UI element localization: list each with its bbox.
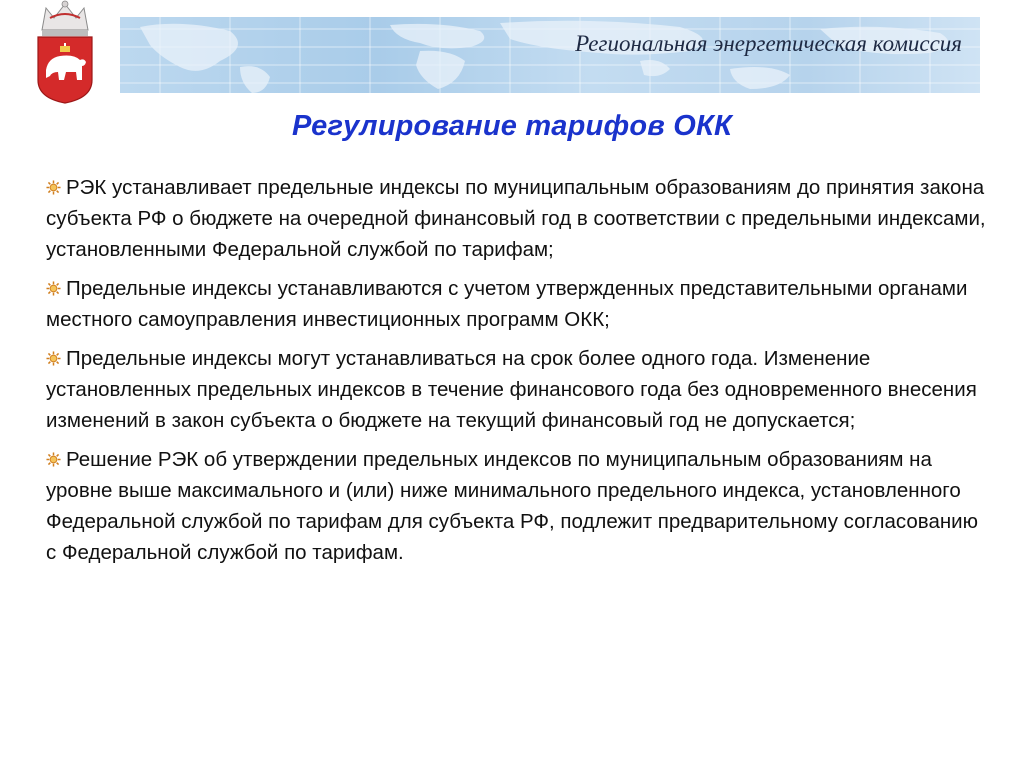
bullet-text: РЭК устанавливает предельные индексы по муниципальным образованиям до принятия закона субъекта РФ о бюджете на очередной финансовый год в соответствии с предельными индексами, установленными Федеральной службой по тарифам; (46, 176, 986, 261)
list-item (46, 172, 986, 265)
sun-bullet-icon (46, 452, 61, 467)
bullet-text: Решение РЭК об утверждении предельных индексов по муниципальным образованиям на уровне выше максимального и (или) ниже минимального предельного индекса, установленного Федеральной службой по тарифам для субъекта РФ, подлежит предварительному согласованию с Федеральной службой по тарифам. (46, 448, 978, 564)
coat-of-arms-icon (30, 0, 100, 104)
bullet-list (46, 172, 986, 576)
header-banner (120, 17, 980, 93)
list-item (46, 444, 986, 568)
bullet-text: Предельные индексы устанавливаются с учетом утвержденных представительными органами местного самоуправления инвестиционных программ ОКК; (46, 277, 968, 331)
organization-name: Региональная энергетическая комиссия (575, 31, 962, 56)
list-item (46, 343, 986, 436)
slide-title: Регулирование тарифов ОКК (291, 110, 733, 142)
sun-bullet-icon (46, 281, 61, 296)
sun-bullet-icon (46, 351, 61, 366)
list-item (46, 273, 986, 335)
sun-bullet-icon (46, 180, 61, 195)
bullet-text: Предельные индексы могут устанавливаться на срок более одного года. Изменение установленных предельных индексов в течение финансового года без одновременного внесения изменений в закон субъекта о бюджете на текущий финансовый год не допускается; (46, 347, 977, 432)
